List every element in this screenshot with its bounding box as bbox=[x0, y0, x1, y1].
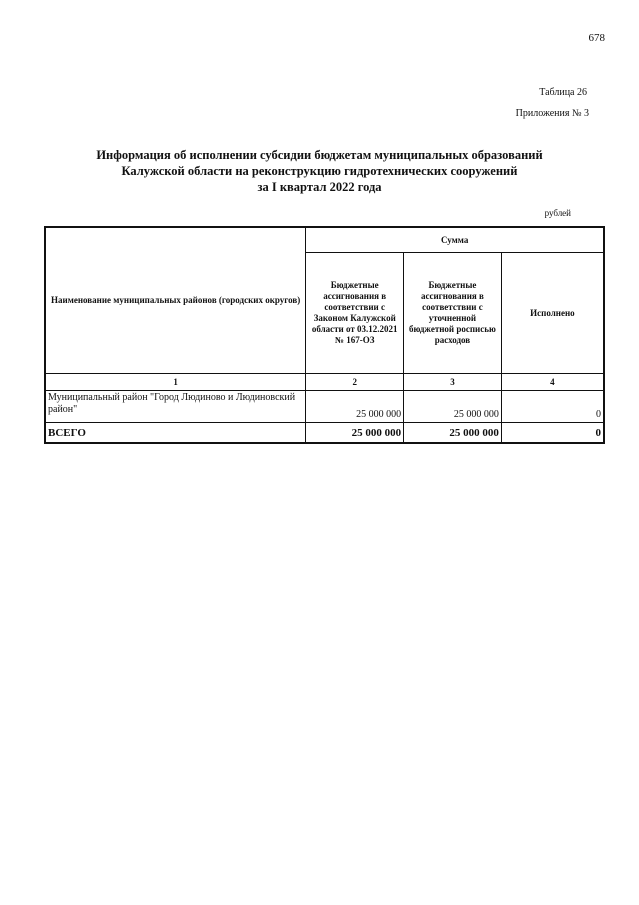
appendix-reference: Приложения № 3 bbox=[515, 108, 589, 119]
header-refined-allocation: Бюджетные ассигнования в соответствии с уточненной бюджетной росписью расходов bbox=[404, 253, 502, 374]
header-name bbox=[45, 227, 306, 374]
table-row bbox=[45, 391, 604, 423]
total-law-value: 25 000 000 bbox=[306, 423, 404, 444]
row-law-value: 25 000 000 bbox=[306, 391, 404, 423]
unit-label: рублей bbox=[544, 208, 571, 218]
col-number-2: 2 bbox=[306, 374, 404, 391]
row-name: Муниципальный район "Город Людиново и Людиновский район" bbox=[45, 391, 306, 423]
report-table bbox=[44, 226, 605, 444]
row-executed-value: 0 bbox=[501, 391, 604, 423]
header-executed: Исполнено bbox=[501, 253, 604, 374]
total-label: ВСЕГО bbox=[45, 423, 306, 444]
title-line-1: Информация об исполнении субсидии бюджетам муниципальных образований bbox=[96, 148, 543, 162]
header-name-text: Наименование муниципальных районов (городских округов) bbox=[51, 295, 301, 305]
col-number-4: 4 bbox=[501, 374, 604, 391]
header-law-allocation: Бюджетные ассигнования в соответствии с Законом Калужской области от 03.12.2021 № 167-ОЗ bbox=[306, 253, 404, 374]
col-number-1: 1 bbox=[45, 374, 306, 391]
col-number-3: 3 bbox=[404, 374, 502, 391]
document-title bbox=[0, 147, 639, 195]
header-sum: Сумма bbox=[306, 227, 604, 253]
table-reference: Таблица 26 bbox=[539, 87, 587, 98]
title-line-3: за I квартал 2022 года bbox=[257, 180, 382, 194]
title-line-2: Калужской области на реконструкцию гидротехнических сооружений bbox=[121, 164, 518, 178]
row-refined-value: 25 000 000 bbox=[404, 391, 502, 423]
page-number: 678 bbox=[588, 32, 605, 44]
total-refined-value: 25 000 000 bbox=[404, 423, 502, 444]
total-row bbox=[45, 423, 604, 444]
total-executed-value: 0 bbox=[501, 423, 604, 444]
